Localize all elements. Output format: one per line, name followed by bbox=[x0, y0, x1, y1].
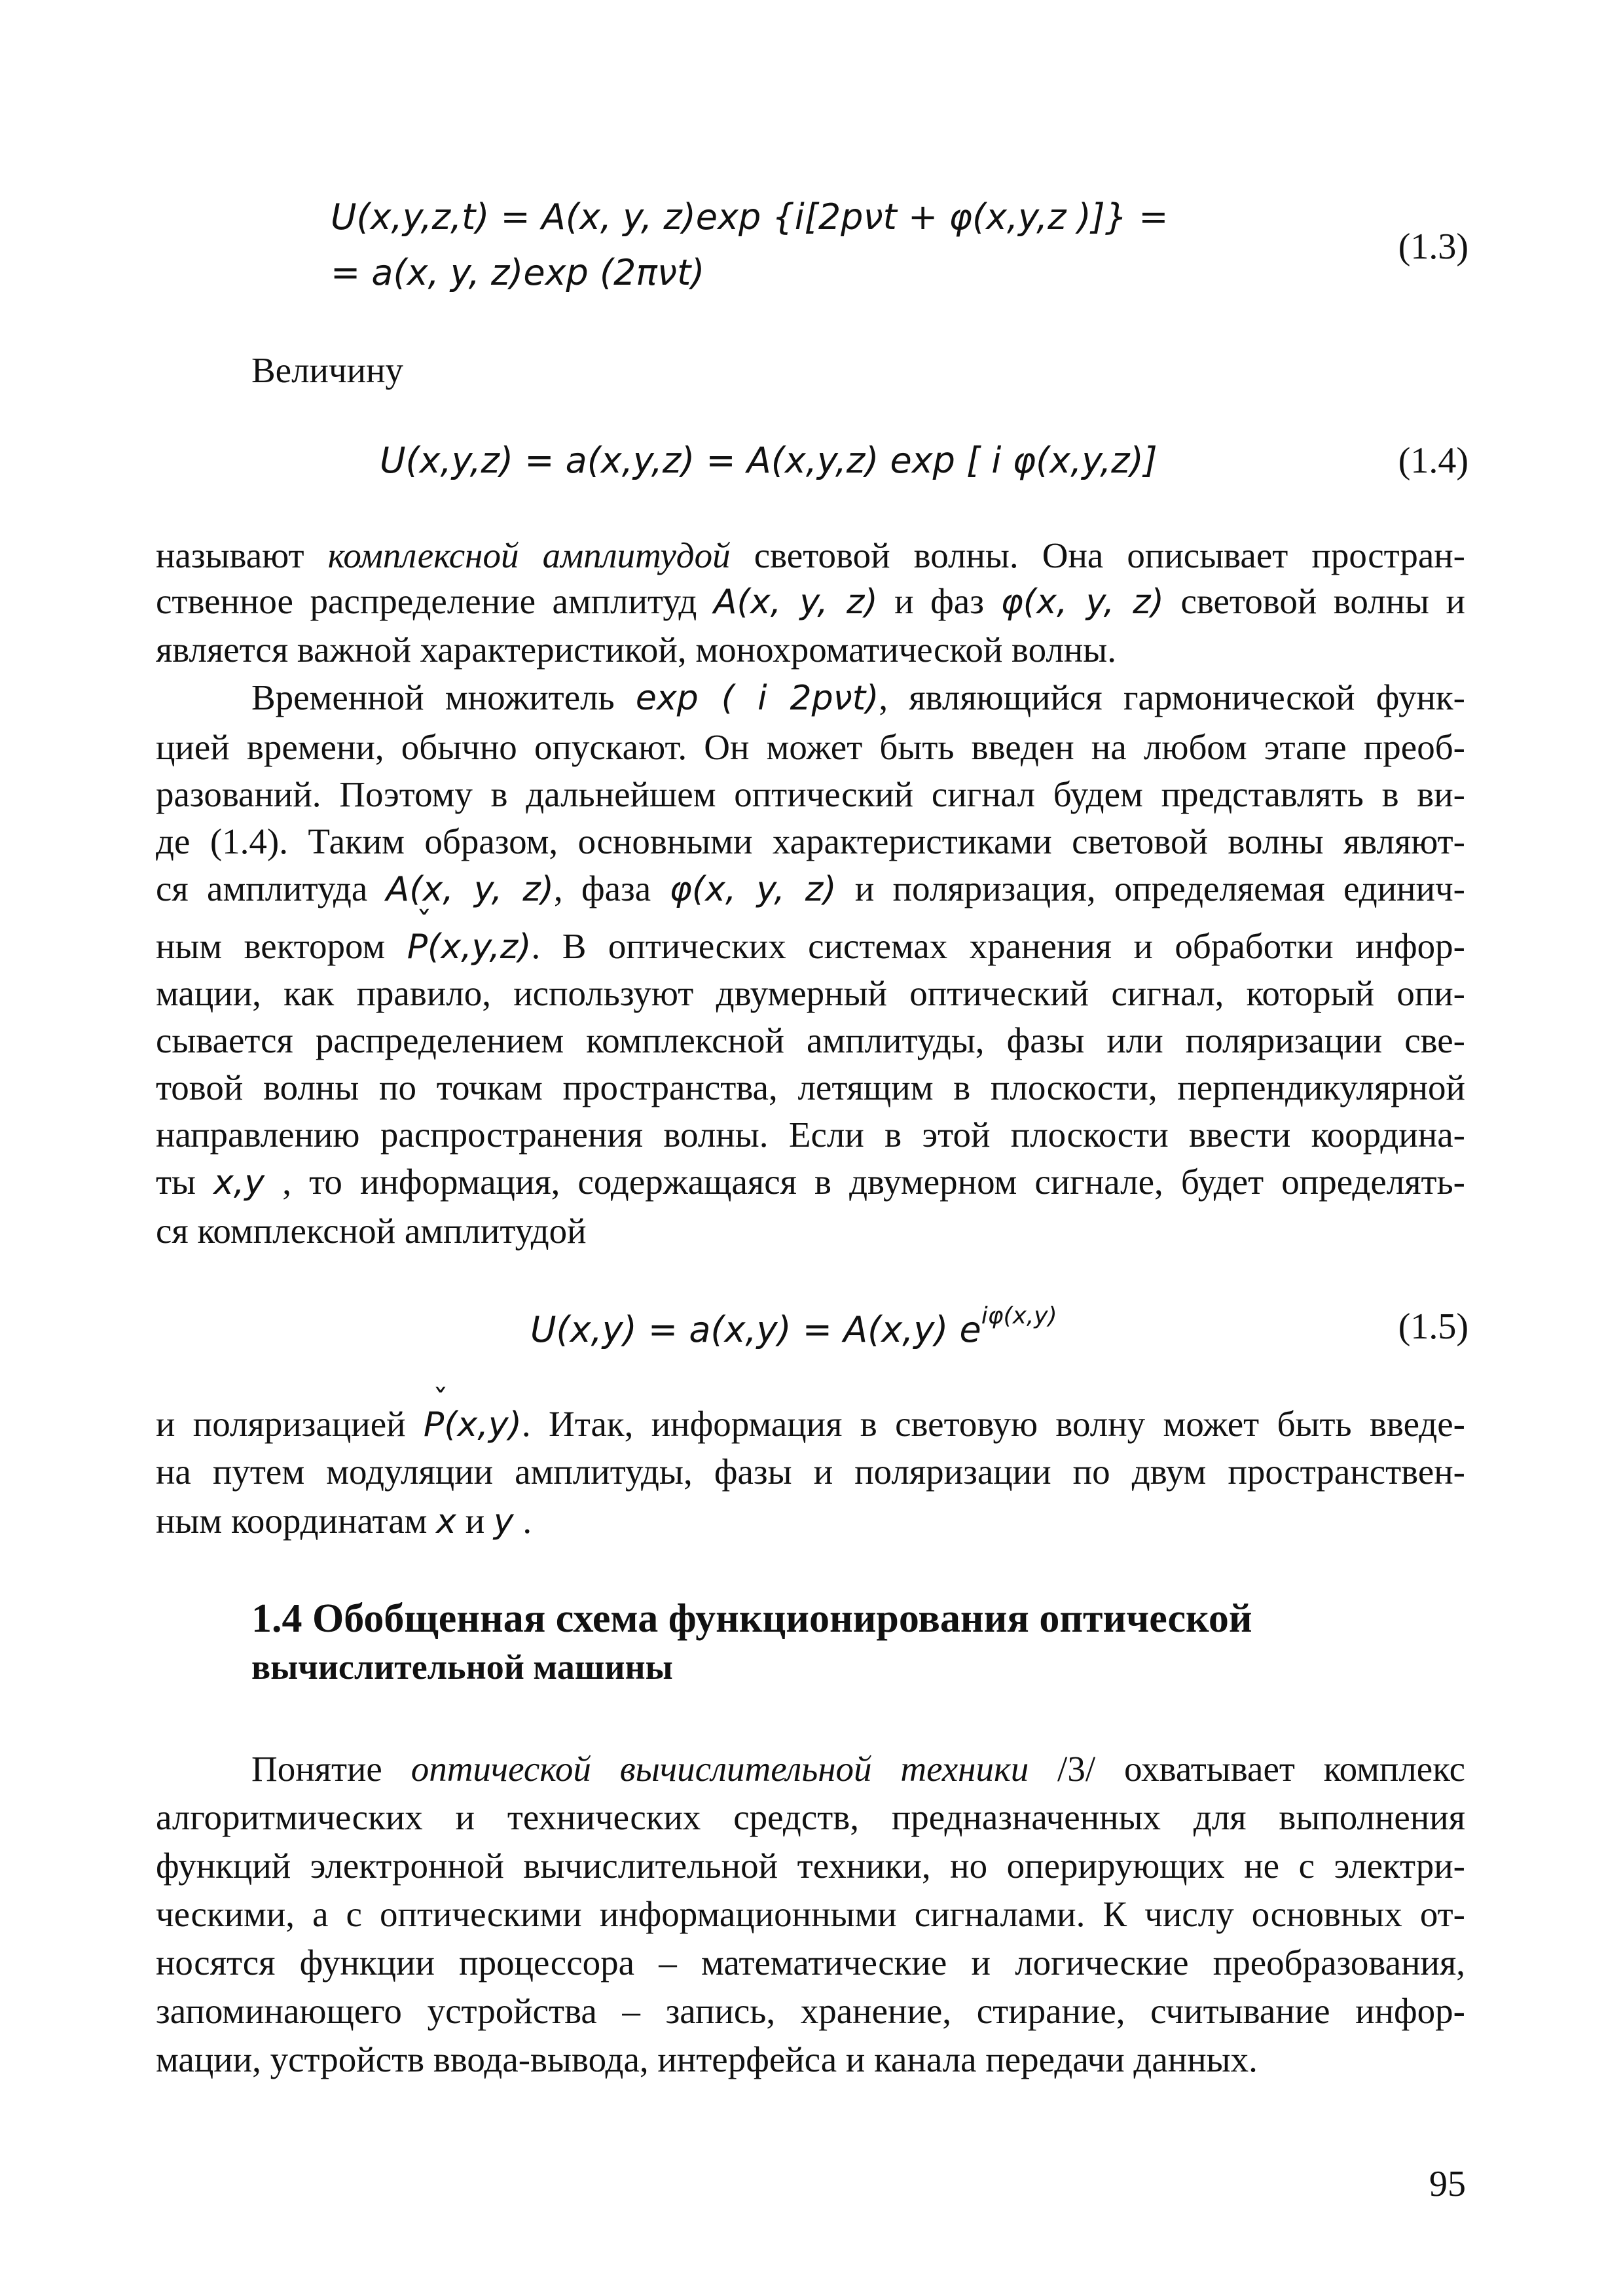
paragraph-4-line-6: запоминающего устройства – запись, хранение, стирание, считывание инфор- bbox=[156, 1991, 1465, 2031]
math-phase: φ(x, y, z) bbox=[1000, 583, 1164, 622]
text-run: и поляризацией bbox=[156, 1404, 424, 1444]
text-run: ным вектором bbox=[156, 926, 407, 966]
text-run: . Итак, информация в световую волну может быть введе- bbox=[521, 1404, 1465, 1444]
math-amplitude: A(x, y, z) bbox=[386, 870, 554, 909]
page-number: 95 bbox=[1429, 2164, 1466, 2204]
paragraph-2-line-5 bbox=[156, 869, 1465, 910]
paragraph-2-line-9: товой волны по точкам пространства, летящим в плоскости, перпендикулярной bbox=[156, 1067, 1465, 1107]
math-polarization-vector: ˇ P(x,y,z) bbox=[407, 927, 532, 967]
paragraph-2-line-4: де (1.4). Таким образом, основными характеристиками световой волны являют- bbox=[156, 821, 1465, 861]
paragraph-label-velichinu: Величину bbox=[251, 350, 404, 390]
text-run: ся амплитуда bbox=[156, 869, 386, 908]
paragraph-2-line-11 bbox=[156, 1162, 1465, 1203]
paragraph-4-line-1 bbox=[251, 1749, 1465, 1789]
paragraph-3-line-1 bbox=[156, 1404, 1465, 1445]
paragraph-2-line-8: сывается распределением комплексной амплитуды, фазы или поляризации све- bbox=[156, 1020, 1465, 1060]
paragraph-1-line-3: является важной характеристикой, монохроматической волны. bbox=[156, 630, 1116, 670]
text-run: световой волны и bbox=[1163, 581, 1465, 621]
math-amplitude: A(x, y, z) bbox=[713, 583, 878, 622]
text-run: называют bbox=[156, 535, 328, 575]
math-y: y bbox=[493, 1502, 514, 1541]
equation-1-5 bbox=[530, 1302, 1057, 1350]
text-run: . bbox=[513, 1501, 532, 1541]
text-run: , то информация, содержащаяся в двумерном сигнале, будет определять- bbox=[264, 1162, 1465, 1202]
equation-1-4: U(x,y,z) = a(x,y,z) = A(x,y,z) exp [ i φ(x,y,z)] bbox=[380, 440, 1158, 481]
italic-term: комплексной амплитудой bbox=[327, 535, 731, 575]
paragraph-2-line-2: цией времени, обычно опускают. Он может быть введен на любом этапе преоб- bbox=[156, 727, 1465, 767]
paragraph-1-line-1 bbox=[156, 535, 1465, 576]
math-polarization-vector: ˇ P(x,y) bbox=[424, 1405, 522, 1445]
paragraph-4-line-3: функций электронной вычислительной техники, но оперирующих не с электри- bbox=[156, 1846, 1465, 1886]
equation-number-1-4: (1.4) bbox=[1398, 440, 1468, 481]
text-run: Временной множитель bbox=[251, 677, 636, 717]
paragraph-3-line-3 bbox=[156, 1501, 1465, 1542]
paragraph-3-line-2: на путем модуляции амплитуды, фазы и поляризации по двум пространствен- bbox=[156, 1452, 1465, 1492]
text-run: ным координатам bbox=[156, 1501, 437, 1541]
paragraph-1-line-2 bbox=[156, 581, 1465, 622]
paragraph-2-line-3: разований. Поэтому в дальнейшем оптический сигнал будем представлять в ви- bbox=[156, 774, 1465, 814]
paragraph-4-line-7: мации, устройств ввода-вывода, интерфейса и канала передачи данных. bbox=[156, 2039, 1258, 2079]
paragraph-2-line-7: мации, как правило, используют двумерный оптический сигнал, который опи- bbox=[156, 973, 1465, 1013]
section-heading-line-1: 1.4 Обобщенная схема функционирования оптической bbox=[251, 1596, 1252, 1641]
paragraph-2-line-10: направлению распространения волны. Если в этой плоскости ввести координа- bbox=[156, 1115, 1465, 1155]
text-run: и поляризация, определяемая единич- bbox=[836, 869, 1465, 908]
math-phase: φ(x, y, z) bbox=[669, 870, 837, 909]
paragraph-4-line-4: ческими, а с оптическими информационными сигналами. К числу основных от- bbox=[156, 1894, 1465, 1934]
equation-1-5-exponent: iφ(x,y) bbox=[981, 1302, 1057, 1329]
text-run: и bbox=[456, 1501, 494, 1541]
text-run: . В оптических системах хранения и обработки инфор- bbox=[531, 926, 1465, 966]
section-heading-line-2: вычислительной машины bbox=[251, 1647, 673, 1687]
text-run: , являющийся гармонической функ- bbox=[879, 677, 1465, 717]
text-run: , фаза bbox=[553, 869, 670, 908]
text-run: и фаз bbox=[877, 581, 1001, 621]
italic-term: оптической вычислительной техники bbox=[410, 1749, 1029, 1789]
equation-1-5-main: U(x,y) = a(x,y) = A(x,y) e bbox=[530, 1309, 981, 1350]
paragraph-4-line-2: алгоритмических и технических средств, предназначенных для выполнения bbox=[156, 1797, 1465, 1837]
equation-number-1-3: (1.3) bbox=[1398, 226, 1468, 267]
math-time-factor: exp ( i 2pνt) bbox=[635, 679, 879, 718]
equation-1-3-line-1: U(x,y,z,t) = A(x, y, z)exp {i[2pνt + φ(x,y,z )]} = bbox=[331, 196, 1169, 238]
paragraph-2-line-6 bbox=[156, 926, 1465, 967]
paragraph-4-line-5: носятся функции процессора – математические и логические преобразования, bbox=[156, 1943, 1465, 1982]
math-x: x bbox=[436, 1502, 456, 1541]
equation-number-1-5: (1.5) bbox=[1398, 1306, 1468, 1347]
text-run: Понятие bbox=[251, 1749, 411, 1789]
equation-1-3-line-2: = a(x, y, z)exp (2πνt) bbox=[331, 252, 705, 293]
math-coordinates: x,y bbox=[213, 1163, 265, 1202]
text-run: ты bbox=[156, 1162, 214, 1202]
paragraph-2-line-1 bbox=[251, 677, 1465, 719]
paragraph-2-line-12: ся комплексной амплитудой bbox=[156, 1211, 587, 1251]
text-run: /3/ охватывает комплекс bbox=[1029, 1749, 1465, 1789]
text-run: световой волны. Она описывает простран- bbox=[730, 535, 1465, 575]
text-run: ственное распределение амплитуд bbox=[156, 581, 714, 621]
